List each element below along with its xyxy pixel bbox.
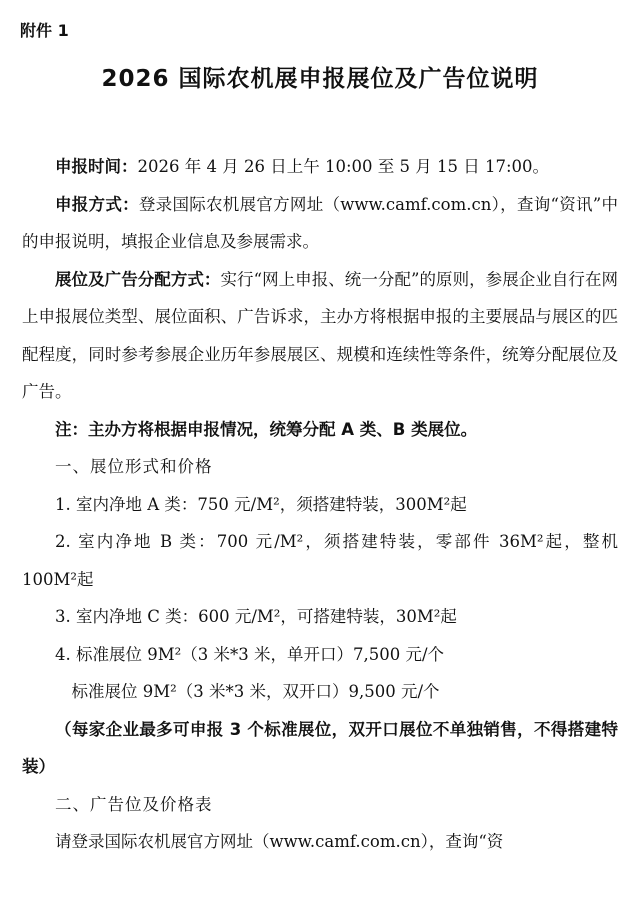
section-heading-booth: 一、展位形式和价格: [55, 457, 213, 476]
document-title: 2026 国际农机展申报展位及广告位说明: [101, 66, 539, 92]
document-body: [22, 148, 618, 861]
booth-item-4-double: 标准展位 9M²（3 米*3 米，双开口）9,500 元/个: [71, 682, 440, 701]
booth-item-4: 4. 标准展位 9M²（3 米*3 米，单开口）7,500 元/个: [55, 644, 445, 664]
apply-method-paragraph: [22, 186, 618, 261]
ads-instruction: 请登录国际农机展官方网址（www.camf.com.cn），查询“资: [55, 832, 504, 851]
booth-item-3: 3. 室内净地 C 类：600 元/M²，可搭建特装，30M²起: [55, 607, 457, 626]
booth-item-1: 1. 室内净地 A 类：750 元/M²，须搭建特装，300M²起: [55, 494, 467, 514]
allocation-note: 注：主办方将根据申报情况，统筹分配 A 类、B 类展位。: [55, 419, 478, 439]
apply-time-text: 2026 年 4 月 26 日上午 10:00 至 5 月 15 日 17:00。: [137, 157, 550, 176]
allocation-paragraph: [22, 261, 618, 411]
section-heading-ads: 二、广告位及价格表: [55, 794, 213, 814]
allocation-text: 实行“网上申报、统一分配”的原则，参展企业自行在网上申报展位类型、展位面积、广告诉求，主办方将根据申报的主要展品与展区的匹配程度，同时参考参展企业历年参展展区、规模和连续性等条件，统筹分配展位及广告。: [22, 269, 619, 401]
apply-time-label: 申报时间：: [55, 157, 138, 176]
booth-note: （每家企业最多可申报 3 个标准展位，双开口展位不单独销售，不得搭建特装）: [22, 719, 618, 776]
apply-method-label: 申报方式：: [55, 194, 139, 214]
attachment-label: 附件 1: [20, 21, 69, 40]
allocation-label: 展位及广告分配方式：: [55, 269, 221, 289]
booth-item-2: 2. 室内净地 B 类：700 元/M²，须搭建特装，零部件 36M²起，整机 100M²起: [22, 532, 618, 589]
apply-method-text: 登录国际农机展官方网址（www.camf.com.cn），查询“资讯”中的申报说明，填报企业信息及参展需求。: [22, 194, 618, 251]
apply-time-paragraph: [22, 148, 618, 186]
